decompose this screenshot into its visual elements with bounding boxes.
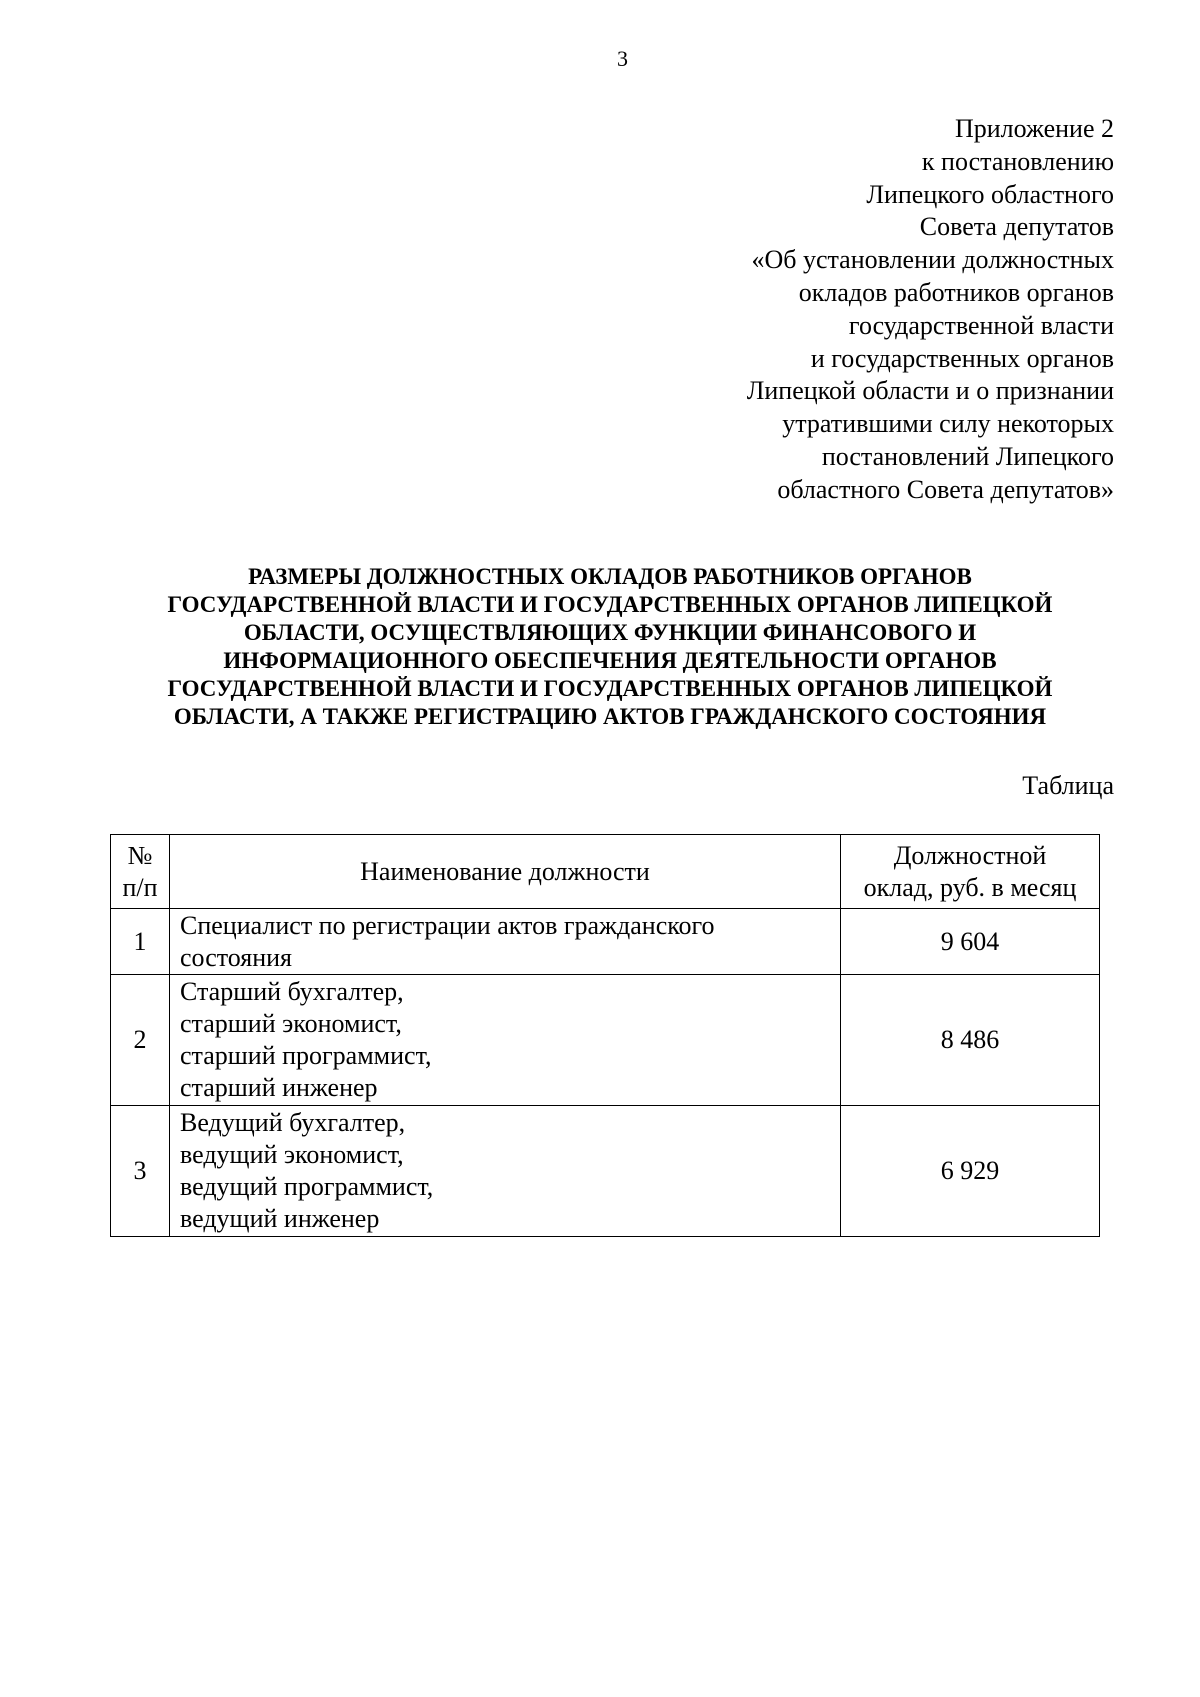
appendix-line: к постановлению [921,146,1114,176]
table-caption: Таблица [1022,771,1114,800]
title-line: ОБЛАСТИ, ОСУЩЕСТВЛЯЮЩИХ ФУНКЦИИ ФИНАНСОВОГО И [243,620,977,645]
position-line: старший экономист, [180,1009,402,1038]
appendix-line: Приложение 2 [954,114,1114,143]
position-line: ведущий экономист, [180,1140,404,1169]
appendix-line: областного Совета депутатов» [777,474,1114,504]
header-salary-line: Должностной [893,840,1047,870]
header-salary [841,835,1100,909]
row-number: 3 [111,1106,170,1237]
header-position-name: Наименование должности [170,835,841,909]
title-line: РАЗМЕРЫ ДОЛЖНОСТНЫХ ОКЛАДОВ РАБОТНИКОВ ОРГАНОВ [248,564,972,589]
position-line: Специалист по регистрации актов гражданского [180,910,715,940]
title-line: ГОСУДАРСТВЕННОЙ ВЛАСТИ И ГОСУДАРСТВЕННЫХ ОРГАНОВ ЛИПЕЦКОЙ [167,676,1053,701]
salary-table [110,834,1100,1237]
row-number: 1 [111,909,170,975]
appendix-line: и государственных органов [810,343,1114,373]
title-line: ИНФОРМАЦИОННОГО ОБЕСПЕЧЕНИЯ ДЕЯТЕЛЬНОСТИ ОРГАНОВ [223,648,997,673]
document-title [110,563,1110,731]
table-header-row [111,835,1100,909]
position-line: старший инженер [180,1073,378,1102]
appendix-line: окладов работников органов [798,277,1114,307]
page-number: 3 [617,46,628,71]
appendix-line: постановлений Липецкого [821,441,1114,471]
table-row [111,909,1100,975]
header-salary-line: оклад, руб. в месяц [863,872,1077,902]
header-number [111,835,170,909]
appendix-line: Совета депутатов [919,212,1114,242]
row-salary: 8 486 [841,975,1100,1106]
position-line: Ведущий бухгалтер, [180,1108,406,1137]
appendix-line: государственной власти [848,310,1114,340]
appendix-line: Липецкой области и о признании [746,376,1114,406]
row-position [170,975,841,1106]
appendix-line: «Об установлении должностных [751,245,1114,275]
row-number: 2 [111,975,170,1106]
row-salary: 6 929 [841,1106,1100,1237]
row-salary: 9 604 [841,909,1100,975]
position-line: старший программист, [180,1041,432,1070]
header-number-line: п/п [122,872,158,902]
row-position [170,909,841,975]
position-line: Старший бухгалтер, [180,977,404,1006]
appendix-reference [554,113,1114,507]
appendix-line: Липецкого областного [866,179,1114,209]
position-line: ведущий инженер [180,1204,380,1233]
table-row [111,975,1100,1106]
table-row [111,1106,1100,1237]
position-line: ведущий программист, [180,1172,434,1201]
header-number-line: № [127,840,153,870]
row-position [170,1106,841,1237]
title-line: ОБЛАСТИ, А ТАКЖЕ РЕГИСТРАЦИЮ АКТОВ ГРАЖДАНСКОГО СОСТОЯНИЯ [173,704,1047,729]
title-line: ГОСУДАРСТВЕННОЙ ВЛАСТИ И ГОСУДАРСТВЕННЫХ ОРГАНОВ ЛИПЕЦКОЙ [167,592,1053,617]
appendix-line: утратившими силу некоторых [782,409,1114,439]
position-line: состояния [180,942,292,972]
